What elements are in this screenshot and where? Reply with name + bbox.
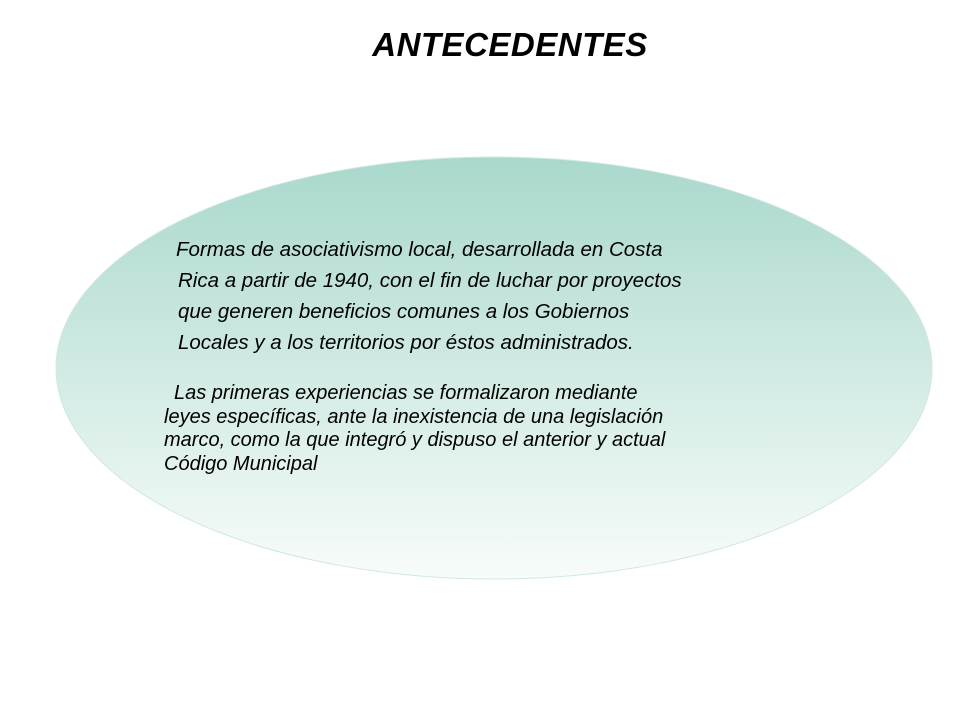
slide-title: ANTECEDENTES	[372, 26, 648, 63]
definition-line-4: Locales y a los territorios por éstos administrados.	[178, 331, 634, 354]
history-line-2: leyes específicas, ante la inexistencia de una legislación	[164, 405, 664, 428]
history-line-1: Las primeras experiencias se formalizaron mediante	[174, 382, 638, 404]
paragraph-definition	[160, 234, 682, 358]
ellipse-shape	[56, 157, 932, 579]
paragraph-history	[164, 382, 665, 476]
history-line-4: Código Municipal	[164, 452, 318, 475]
definition-line-2: Rica a partir de 1940, con el fin de luchar por proyectos	[178, 269, 682, 292]
definition-line-3: que generen beneficios comunes a los Gobiernos	[178, 300, 630, 323]
history-line-3: marco, como la que integró y dispuso el anterior y actual	[164, 429, 666, 451]
definition-line-1: Formas de asociativismo local, desarrollada en Costa	[176, 238, 663, 261]
